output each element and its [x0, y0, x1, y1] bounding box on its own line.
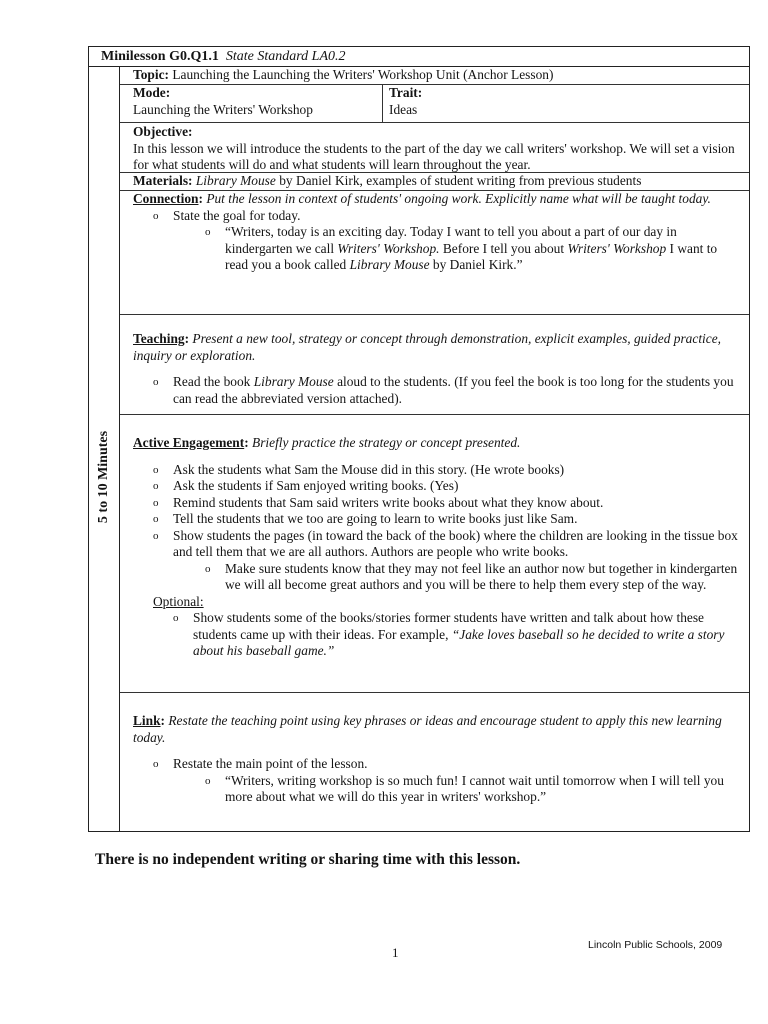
- connection-bullet: o State the goal for today.: [153, 207, 301, 223]
- mode-trait-row: [120, 85, 749, 123]
- teaching-row: Teaching: Present a new tool, strategy or concept through demonstration, explicit examples, guided practice, inquiry or exploration. o Read the book Library Mouse aloud to the students. (If you feel the book is too long for the students you can read the abbreviated version attached).: [120, 315, 749, 415]
- optional-item: o Show students some of the books/stories former students have written and talk about how these students came up with their ideas. For example, “Jake loves baseball so he decided to write a story about his baseball game.”: [173, 610, 725, 658]
- lesson-header: [89, 47, 749, 67]
- teaching-description: Present a new tool, strategy or concept through demonstration, explicit examples, guided practice, inquiry or exploration.: [133, 331, 721, 363]
- connection-quote: o “Writers, today is an exciting day. Today I want to tell you about a part of our day in kindergarten we call Writers' Workshop. Before I tell you about Writers' Workshop I want to read you a book called Library Mouse by Daniel Kirk.”: [205, 224, 718, 272]
- topic-text: Launching the Launching the Writers' Workshop Unit (Anchor Lesson): [172, 67, 554, 82]
- link-bullet: o Restate the main point of the lesson.: [153, 756, 368, 771]
- teaching-label: Teaching: [133, 331, 185, 346]
- duration-label: 5 to 10 Minutes: [96, 430, 111, 524]
- trait-value: Ideas: [389, 101, 418, 117]
- topic-row: [120, 67, 749, 85]
- page-number: 1: [392, 945, 399, 960]
- trait-label: Trait:: [389, 85, 423, 100]
- link-quote: o “Writers, writing workshop is so much fun! I cannot wait until tomorrow when I will tell you more about what we will do this year in writers' workshop.”: [205, 772, 724, 804]
- topic-label: Topic:: [133, 67, 169, 82]
- lesson-note: There is no independent writing or sharing time with this lesson.: [95, 851, 521, 868]
- sub-list-item: o Make sure students know that they may not feel like an author now but together in kindergarten we will all become great authors and you will be there to help them every step of the way.: [205, 560, 738, 592]
- materials-text: by Daniel Kirk, examples of student writing from previous students: [279, 173, 642, 188]
- publisher-credit: Lincoln Public Schools, 2009: [588, 939, 723, 951]
- time-column: [89, 67, 120, 831]
- link-label: Link: [133, 713, 161, 728]
- engagement-label: Active Engagement: [133, 435, 245, 450]
- list-item: o Ask the students what Sam the Mouse did in this story. (He wrote books): [153, 461, 565, 477]
- objective-label: Objective:: [133, 124, 193, 139]
- list-item: o Show students the pages (in toward the back of the book) where the children are looking in the tissue box and tell them that we are all authors. Authors are people who write books.: [153, 527, 738, 559]
- connection-description: Put the lesson in context of students' ongoing work. Explicitly name what will be taught today.: [206, 191, 711, 206]
- objective-text: In this lesson we will introduce the students to the part of the day we call writers' workshop. We will set a vision for what students will do and what students will learn throughout the year.: [133, 140, 735, 172]
- trait-cell: [383, 85, 422, 122]
- materials-label: Materials:: [133, 173, 193, 188]
- materials-row: [120, 173, 749, 191]
- list-item: o Ask the students if Sam enjoyed writing books. (Yes): [153, 478, 459, 493]
- state-standard: State Standard LA0.2: [225, 49, 346, 64]
- mode-cell: [120, 85, 383, 122]
- list-item: o Tell the students that we too are going to learn to write books just like Sam.: [153, 511, 578, 526]
- minilesson-id: Minilesson G0.Q1.1: [101, 49, 219, 64]
- active-engagement-row: Active Engagement: Briefly practice the strategy or concept presented. o Ask the students what Sam the Mouse did in this story. (He wrote books) o Ask the students if Sam enjoyed writing books. (Yes) o Remind students that Sam said writers write books about what they know about. o Tell the students that we too are going to learn to write books just like Sam. o Show students the pages (in toward the back of the book) where the children are looking in the tissue box and tell them that we are all authors. Authors are people who write books. o Make sure students know that they may not feel like an author now but together in kindergarten we will all become great authors and you will be there to help them every step of the way. Optional: o Show students some of the books/stories former students have written and talk about how these students came up with their ideas. For example, “Jake loves baseball so he decided to write a story about his baseball game.”: [120, 415, 749, 693]
- materials-book: Library Mouse: [195, 173, 276, 188]
- lesson-content: [120, 67, 749, 831]
- engagement-description: Briefly practice the strategy or concept presented.: [252, 435, 521, 450]
- lesson-plan-table: [88, 46, 750, 832]
- connection-bullet-text: State the goal for today.: [173, 207, 301, 223]
- link-row: Link: Restate the teaching point using key phrases or ideas and encourage student to apply this new learning today. o Restate the main point of the lesson. o “Writers, writing workshop is so much fun! I cannot wait until tomorrow when I will tell you more about what we will do this year in writers' workshop.”: [120, 693, 749, 853]
- link-description: Restate the teaching point using key phrases or ideas and encourage student to apply this new learning today.: [133, 713, 722, 745]
- mode-value: Launching the Writers' Workshop: [133, 101, 313, 117]
- optional-label: Optional:: [153, 593, 204, 609]
- objective-row: [120, 123, 749, 173]
- connection-row: Connection: Put the lesson in context of students' ongoing work. Explicitly name what will be taught today. o State the goal for today. o “Writers, today is an exciting day. Today I want to tell you about a part of our day in kindergarten we call Writers' Workshop. Before I tell you about Writers' Workshop I want to read you a book called Library Mouse by Daniel Kirk.”: [120, 191, 749, 315]
- mode-label: Mode:: [133, 85, 171, 100]
- teaching-bullet: o Read the book Library Mouse aloud to the students. (If you feel the book is too long for the students you can read the abbreviated version attached).: [153, 374, 734, 406]
- connection-label: Connection: [133, 191, 199, 206]
- list-item: o Remind students that Sam said writers write books about what they know about.: [153, 494, 604, 510]
